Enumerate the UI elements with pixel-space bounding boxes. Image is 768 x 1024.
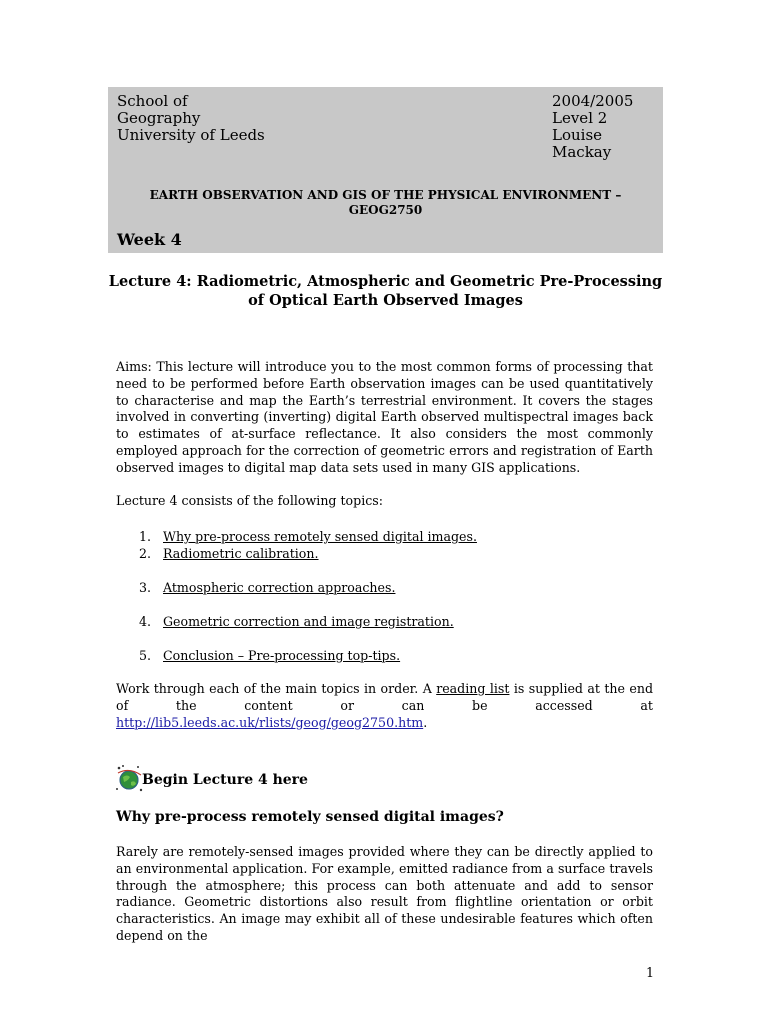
aims-paragraph: Aims: This lecture will introduce you to the most common forms of processing that need to be performed before Earth observation images can be used quantitatively to characterise and map the Earth’s terrestrial environment. It covers the stages involved in converting (inverting) digital Earth observed multispectral images back to estimates of at-surface reflectance. It also considers the most commonly employed approach for the correction of geometric errors and registration of Earth observed images to digital map data sets used in many GIS applications. [116,359,653,475]
header-box [108,87,663,253]
reading-list-url-link[interactable]: http://lib5.leeds.ac.uk/rlists/geog/geog2750.htm [116,714,424,730]
topics-intro: Lecture 4 consists of the following topics: [116,493,383,508]
course-info [552,93,652,161]
topic-number: 3. [139,580,152,595]
academic-year: 2004/2005 [552,92,634,110]
topic-item[interactable] [139,546,319,562]
topic-link[interactable]: Atmospheric correction approaches. [163,580,396,595]
section-body: Rarely are remotely-sensed images provided where they can be directly applied to an environmental application. For example, emitted radiance from a surface travels through the atmosphere; this process can both attenuate and add to sensor radiance. Geometric distortions also result from flightline orientation or orbit characteristics. An image may exhibit all of these undesirable features which often depend on the [116,844,653,943]
department-line: Geography [117,109,201,127]
globe-icon [114,763,144,793]
lecture-title: Lecture 4: Radiometric, Atmospheric and Geometric Pre-Processing of Optical Earth Observed Images [108,273,663,309]
topic-link[interactable]: Radiometric calibration. [163,546,319,561]
lecturer-name: Mackay [552,143,612,161]
work-through-paragraph [116,681,653,731]
course-level: Level 2 [552,109,608,127]
work-text: is supplied at the end of the content or can be accessed at [116,681,654,713]
begin-lecture-label: Begin Lecture 4 here [142,772,308,788]
topic-link[interactable]: Geometric correction and image registration. [163,614,454,629]
topic-number: 5. [139,648,152,663]
university-line: University of Leeds [117,126,265,144]
section-heading: Why pre-process remotely sensed digital images? [116,809,504,825]
course-title: EARTH OBSERVATION AND GIS OF THE PHYSICAL ENVIRONMENT – GEOG2750 [149,188,622,217]
lecturer-name: Louise [552,126,603,144]
reading-list-link[interactable]: reading list [436,681,510,696]
topic-number: 4. [139,614,152,629]
topic-item[interactable] [139,648,400,664]
work-text: Work through each of the main topics in order. A [116,681,437,696]
topic-item[interactable] [139,580,395,596]
topic-link[interactable]: Conclusion – Pre-processing top-tips. [163,648,401,663]
week-label: Week 4 [117,230,182,249]
department-info [117,93,265,144]
work-text: . [423,714,428,730]
topic-number: 2. [139,546,152,561]
topic-link[interactable]: Why pre-process remotely sensed digital images. [163,529,477,544]
page-number: 1 [645,965,654,980]
topic-item[interactable] [139,529,477,545]
department-line: School of [117,92,188,110]
topic-number: 1. [139,529,152,544]
topic-item[interactable] [139,614,454,630]
begin-lecture-row [114,763,414,793]
